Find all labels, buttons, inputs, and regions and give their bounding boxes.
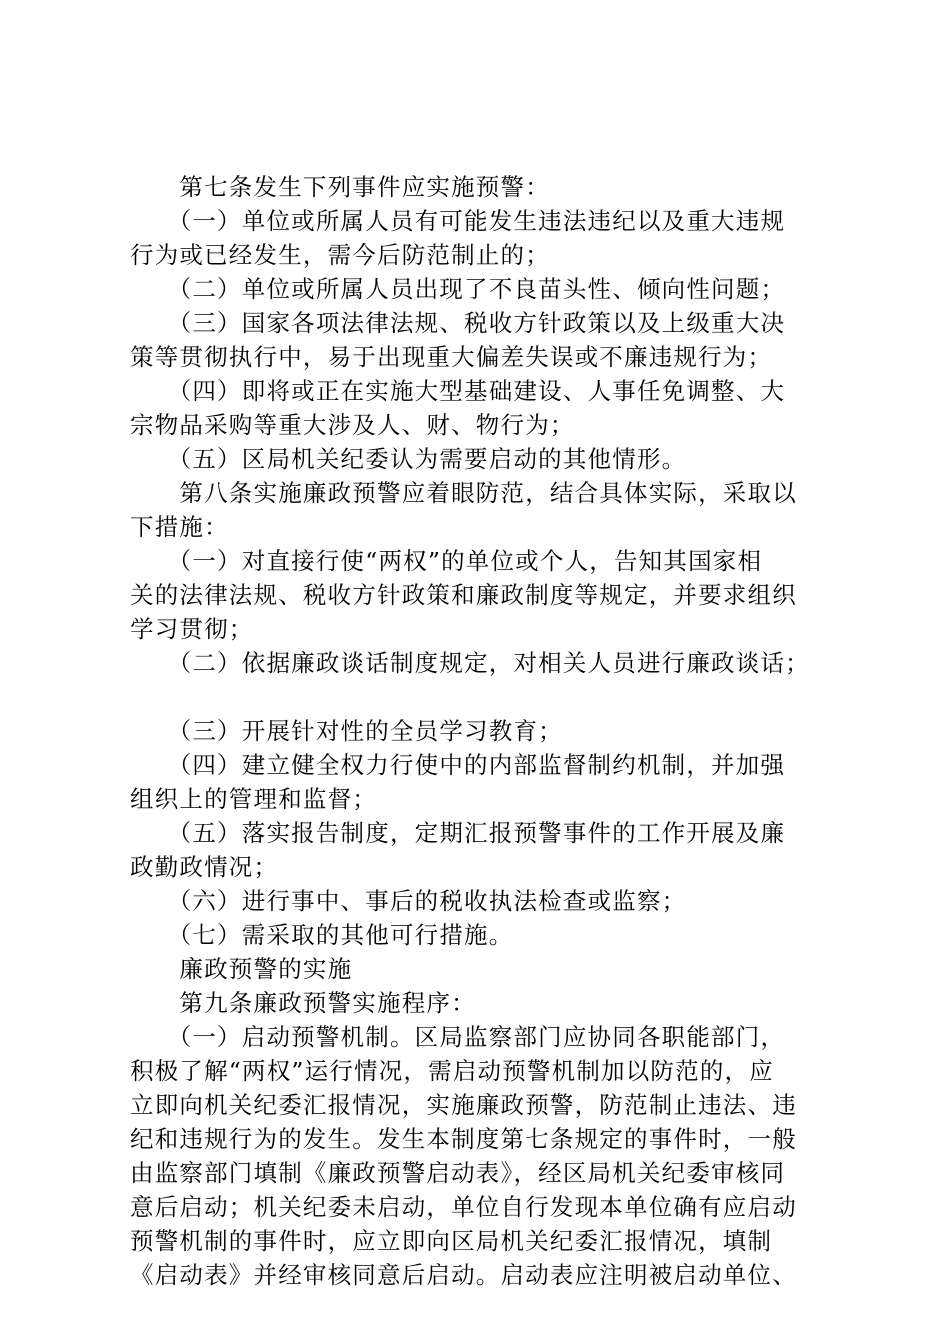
paragraph-line: 意后启动；机关纪委未启动，单位自行发现本单位确有应启动 [130, 1193, 797, 1221]
paragraph-line: （五）落实报告制度，定期汇报预警事件的工作开展及廉 [130, 819, 786, 847]
paragraph-line: 宗物品采购等重大涉及人、财、物行为； [130, 411, 575, 439]
paragraph-line: （七）需采取的其他可行措施。 [130, 921, 514, 949]
paragraph-line: 积极了解“两权”运行情况，需启动预警机制加以防范的，应 [130, 1057, 774, 1085]
paragraph-line: （二）依据廉政谈话制度规定，对相关人员进行廉政谈话； [130, 649, 810, 677]
paragraph-line: 关的法律法规、税收方针政策和廉政制度等规定，并要求组织 [130, 581, 797, 609]
paragraph-line: （五）区局机关纪委认为需要启动的其他情形。 [130, 445, 687, 473]
paragraph-line: 预警机制的事件时，应立即向区局机关纪委汇报情况，填制 [130, 1227, 773, 1255]
paragraph-line: （二）单位或所属人员出现了不良苗头性、倾向性问题； [130, 275, 786, 303]
paragraph-line: 纪和违规行为的发生。发生本制度第七条规定的事件时，一般 [130, 1125, 797, 1153]
paragraph-line: 学习贯彻； [130, 615, 254, 643]
paragraph-line: 组织上的管理和监督； [130, 785, 377, 813]
blank-line [130, 680, 850, 714]
article-8-heading: 第八条实施廉政预警应着眼防范，结合具体实际，采取以 [130, 479, 797, 507]
paragraph-line: （六）进行事中、事后的税收执法检查或监察； [130, 887, 687, 915]
paragraph-line: 《启动表》并经审核同意后启动。启动表应注明被启动单位、 [130, 1261, 797, 1289]
paragraph-line: （四）即将或正在实施大型基础建设、人事任免调整、大 [130, 377, 786, 405]
paragraph-line: （三）开展针对性的全员学习教育； [130, 717, 563, 745]
paragraph-line: 下措施： [130, 513, 229, 541]
paragraph-line: （三）国家各项法律法规、税收方针政策以及上级重大决 [130, 309, 786, 337]
paragraph-line: 政勤政情况； [130, 853, 279, 881]
article-7-heading: 第七条发生下列事件应实施预警： [130, 173, 550, 201]
section-heading: 廉政预警的实施 [130, 955, 353, 983]
paragraph-line: 由监察部门填制《廉政预警启动表》，经区局机关纪委审核同 [130, 1159, 786, 1187]
article-9-heading: 第九条廉政预警实施程序： [130, 989, 476, 1017]
paragraph-line: （一）单位或所属人员有可能发生违法违纪以及重大违规 [130, 207, 786, 235]
paragraph-line: 策等贯彻执行中，易于出现重大偏差失误或不廉违规行为； [130, 343, 773, 371]
paragraph-line: （四）建立健全权力行使中的内部监督制约机制，并加强 [130, 751, 786, 779]
paragraph-line: （一）对直接行使“两权”的单位或个人，告知其国家相 [130, 547, 763, 575]
paragraph-line: 立即向机关纪委汇报情况，实施廉政预警，防范制止违法、违 [130, 1091, 797, 1119]
paragraph-line: （一）启动预警机制。区局监察部门应协同各职能部门， [130, 1023, 786, 1051]
paragraph-line: 行为或已经发生，需今后防范制止的； [130, 241, 550, 269]
